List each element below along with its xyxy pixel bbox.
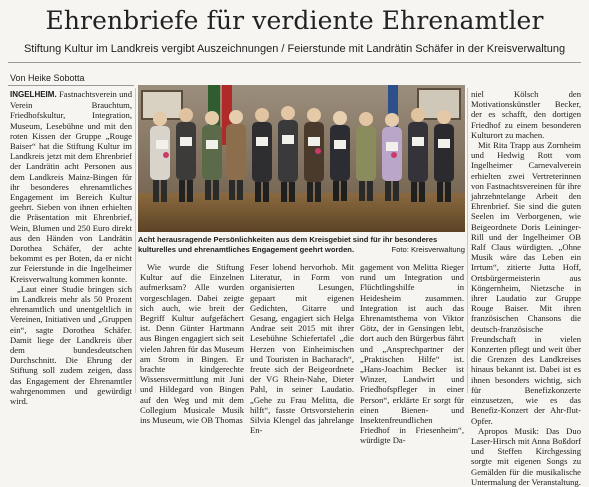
article-column-5 bbox=[471, 89, 581, 487]
award-ceremony-photo bbox=[138, 85, 465, 232]
byline: Von Heike Sobotta bbox=[10, 73, 85, 83]
photo-credit: Foto: Kreisverwaltung bbox=[391, 244, 465, 254]
col4-text: gagement von Melitta Rieger rund um Integration und Flüchtlingshilfe in Heidesheim zusammen. Integration ist auch das Ehrenamtsthema von Viktor Götz, der in Gensingen lebt, dort auch den Bürgerbus fährt und „Ansprechpartner der „Praktischen Hilfe“ ist. „Hans-Joachim Becker ist Winzer, Landwirt und Friedhofspfleger in einer Person“, erklärte Er sorgt für einen Bienen- und Insektenfreundlichen Friedhof in Friesenheim“, würdigte Da- bbox=[360, 262, 464, 446]
col2-text: Wie wurde die Stiftung Kultur auf die Einzelnen aufmerksam? Alle wurden vorgeschlagen. Dabei zeigte sich auch, wie breit der Begriff Kultur aufgefächert ist. Denn Günter Hartmann aus Bingen engagiert sich seit vielen Jahren für das Museum am Strom in Bingen. Er brachte kindgerechte Wissensvermittlung mit Juni und Hildegard von Bingen auf den Weg und mit dem Collegium Musicale Musik ins Museum, wie OB Thomas bbox=[140, 262, 244, 426]
dateline: INGELHEIM. bbox=[10, 90, 57, 99]
article-column-4 bbox=[360, 262, 464, 446]
col3-text: Feser lobend hervorhob. Mit Literatur, in Form von organisierten Lesungen, gepaart mit eigenen Gedichten, Gitarre und Gesang, engagiert sich Helga Andrae seit 2015 mit ihrer Lesebühne Schiefertafel „die Herzen von Einheimischen und Touristen in Bacharach“, freute sich der Beigeordnete der VG Rhein-Nahe, Dieter Pahl, in seiner Laudatio. „Gehe zu Frau Melitta, die hilft“, fasste Ortsvorsteherin Silvia Klengel das jahrelange En- bbox=[250, 262, 354, 436]
subheadline: Stiftung Kultur im Landkreis vergibt Auszeichnungen / Feierstunde mit Landrätin Schäfer in der Kreisverwaltung bbox=[23, 43, 566, 55]
rule-top bbox=[8, 62, 581, 63]
col1-para-1: Fastnachtsverein und Verein Brauchtum, Friedhofskultur, Integration, Museum, Lesebühne und mit den roten Kissen der Gruppe „Rouge Baiser“ hat die Stiftung Kultur im Landkreis jetzt mit dem Ehrenbrief der Landrätin acht Personen aus dem Landkreis Mainz-Bingen für ihr besonderes ehrenamtliches Engagement im Bereich Kultur geehrt. Sieben von ihnen erhielten die Präsentation mit Ehrenbrief, Wein, Blumen und 250 Euro direkt aus den Händen von Landrätin Dorothea Schäfer, der achte bekommt es per Boten, da er nicht zur Feierstunde in die Ingelheimer Kreisverwaltung kommen konnte. bbox=[10, 89, 132, 284]
article-column-2 bbox=[140, 262, 244, 425]
article-column-3 bbox=[250, 262, 354, 435]
rule-byline bbox=[8, 85, 134, 86]
photo-caption bbox=[138, 235, 465, 254]
col5-para-2: Mit Rita Trapp aus Zornheim und Hedwig Rott vom Ingelheimer Carnevalverein erhielten zwei Vertreterinnen von Fastnachtsvereinen für ihre jahrzehntelange Arbeit den Ehrenbrief. Sie sind die guten Seelen im Verborgenen, wie Beigeordnete Doris Leininger-Rill und der Ingelheimer OB Ralf Claus würdigten. „Ohne Musik wäre das Leben ein Irrtum“, zitierte Jutta Hoff, Ortsbürgermeisterin aus Köngernheim, Nietzsche in ihrer Laudatio zur Gruppe Rouge Baiser. Mit ihren französischen Chansons die deutsch-französische Freundschaft in vielen Konzerten pflegt und weit über die Grenzen des Landkreises hinaus bekannt ist. Dabei ist es ihnen besonders wichtig, sich für Benefizkonzerte einzusetzen, wie es das Benefiz-Konzert der Ahr-flut-Opfer. bbox=[471, 140, 581, 426]
award-ceremony-photo-illustration bbox=[138, 85, 465, 232]
article-column-1 bbox=[10, 89, 132, 406]
col5-para-1: niel Kölsch den Motivationskünstler Becker, der es schafft, den dortigen Friedhof zu einem besonderen Kulturort zu machen. bbox=[471, 89, 581, 140]
col1-para-2: „Laut einer Studie bringen sich im Landkreis mehr als 50 Prozent ehrenamtlich und unentgeltlich in Vereinen, Initiativen und „Gruppen ein“, sagte Dorothea Schäfer. Damit liege der Landkreis über dem bundesdeutschen Durchschnitt. Die Ehrung der Stiftung soll zudem zeigen, dass das Engagement der Ehrenamtler wahrgenommen und gewürdigt wird. bbox=[10, 283, 132, 407]
column-divider-right bbox=[467, 88, 468, 393]
photo-caption-text: Acht herausragende Persönlichkeiten aus dem Kreisgebiet sind für ihr besonderes kulturelles und ehrenamtliches Engagement geehrt worden. bbox=[138, 235, 438, 254]
headline: Ehrenbriefe für verdiente Ehrenamtler bbox=[45, 6, 544, 35]
column-divider bbox=[135, 88, 136, 393]
col5-para-3: Apropos Musik: Das Duo Laser-Hirsch mit Anna Boßdorf und Steffen Kirchgessing sorgte mit eigenen Songs zu Gemälden für die musikalische Untermalung der Veranstaltung. bbox=[471, 425, 581, 487]
